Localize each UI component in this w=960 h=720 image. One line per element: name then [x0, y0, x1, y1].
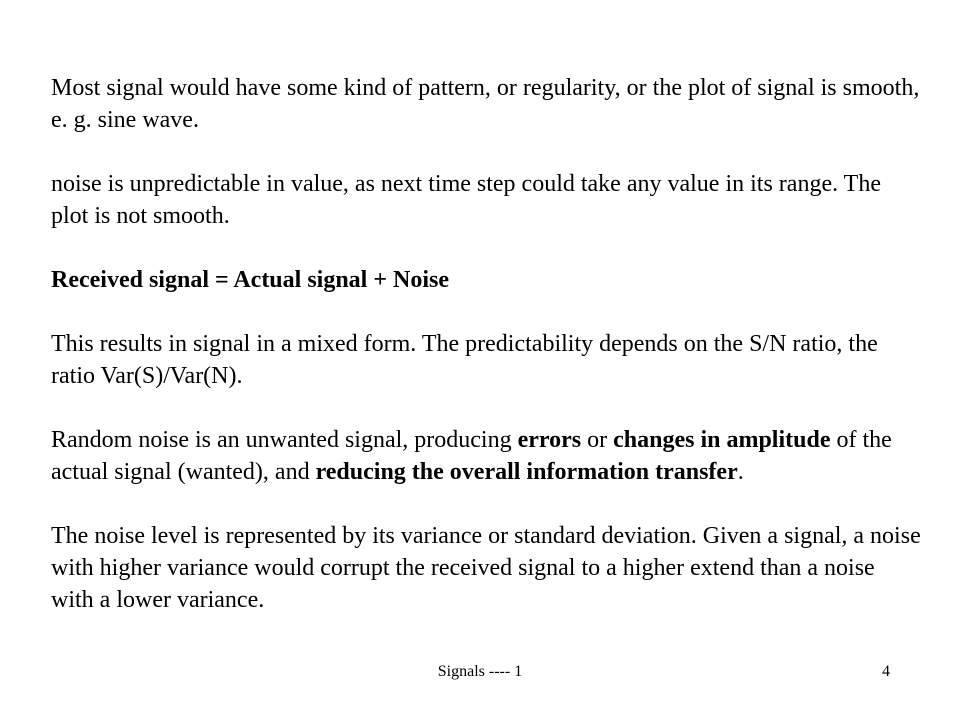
random-noise-text-1: Random noise is an unwanted signal, producing	[51, 427, 518, 453]
paragraph-signal-pattern: Most signal would have some kind of pattern, or regularity, or the plot of signal is smooth, e. g. sine wave.	[51, 75, 920, 133]
footer-title: Signals ---- 1	[437, 663, 523, 680]
paragraph-random-noise	[51, 424, 921, 488]
random-noise-text-2: or	[581, 427, 614, 453]
paragraph-sn-ratio: This results in signal in a mixed form. The predictability depends on the S/N ratio, the ratio Var(S)/Var(N).	[51, 331, 878, 389]
page-number: 4	[882, 663, 890, 680]
random-noise-bold-reducing-transfer: reducing the overall information transfer	[315, 459, 738, 485]
paragraph-noise-unpredictable: noise is unpredictable in value, as next time step could take any value in its range. The plot is not smooth.	[51, 171, 881, 229]
random-noise-text-4: .	[737, 459, 744, 485]
paragraph-received-signal-equation: Received signal = Actual signal + Noise	[51, 267, 450, 293]
paragraph-noise-variance: The noise level is represented by its variance or standard deviation. Given a signal, a noise with higher variance would corrupt the received signal to a higher extend than a noise with a lower variance.	[51, 523, 921, 613]
slide-body	[51, 72, 921, 616]
random-noise-bold-errors: errors	[517, 427, 582, 453]
random-noise-text-3: of the actual signal (wanted), and	[51, 427, 892, 485]
random-noise-bold-changes-amplitude: changes in amplitude	[613, 427, 831, 453]
